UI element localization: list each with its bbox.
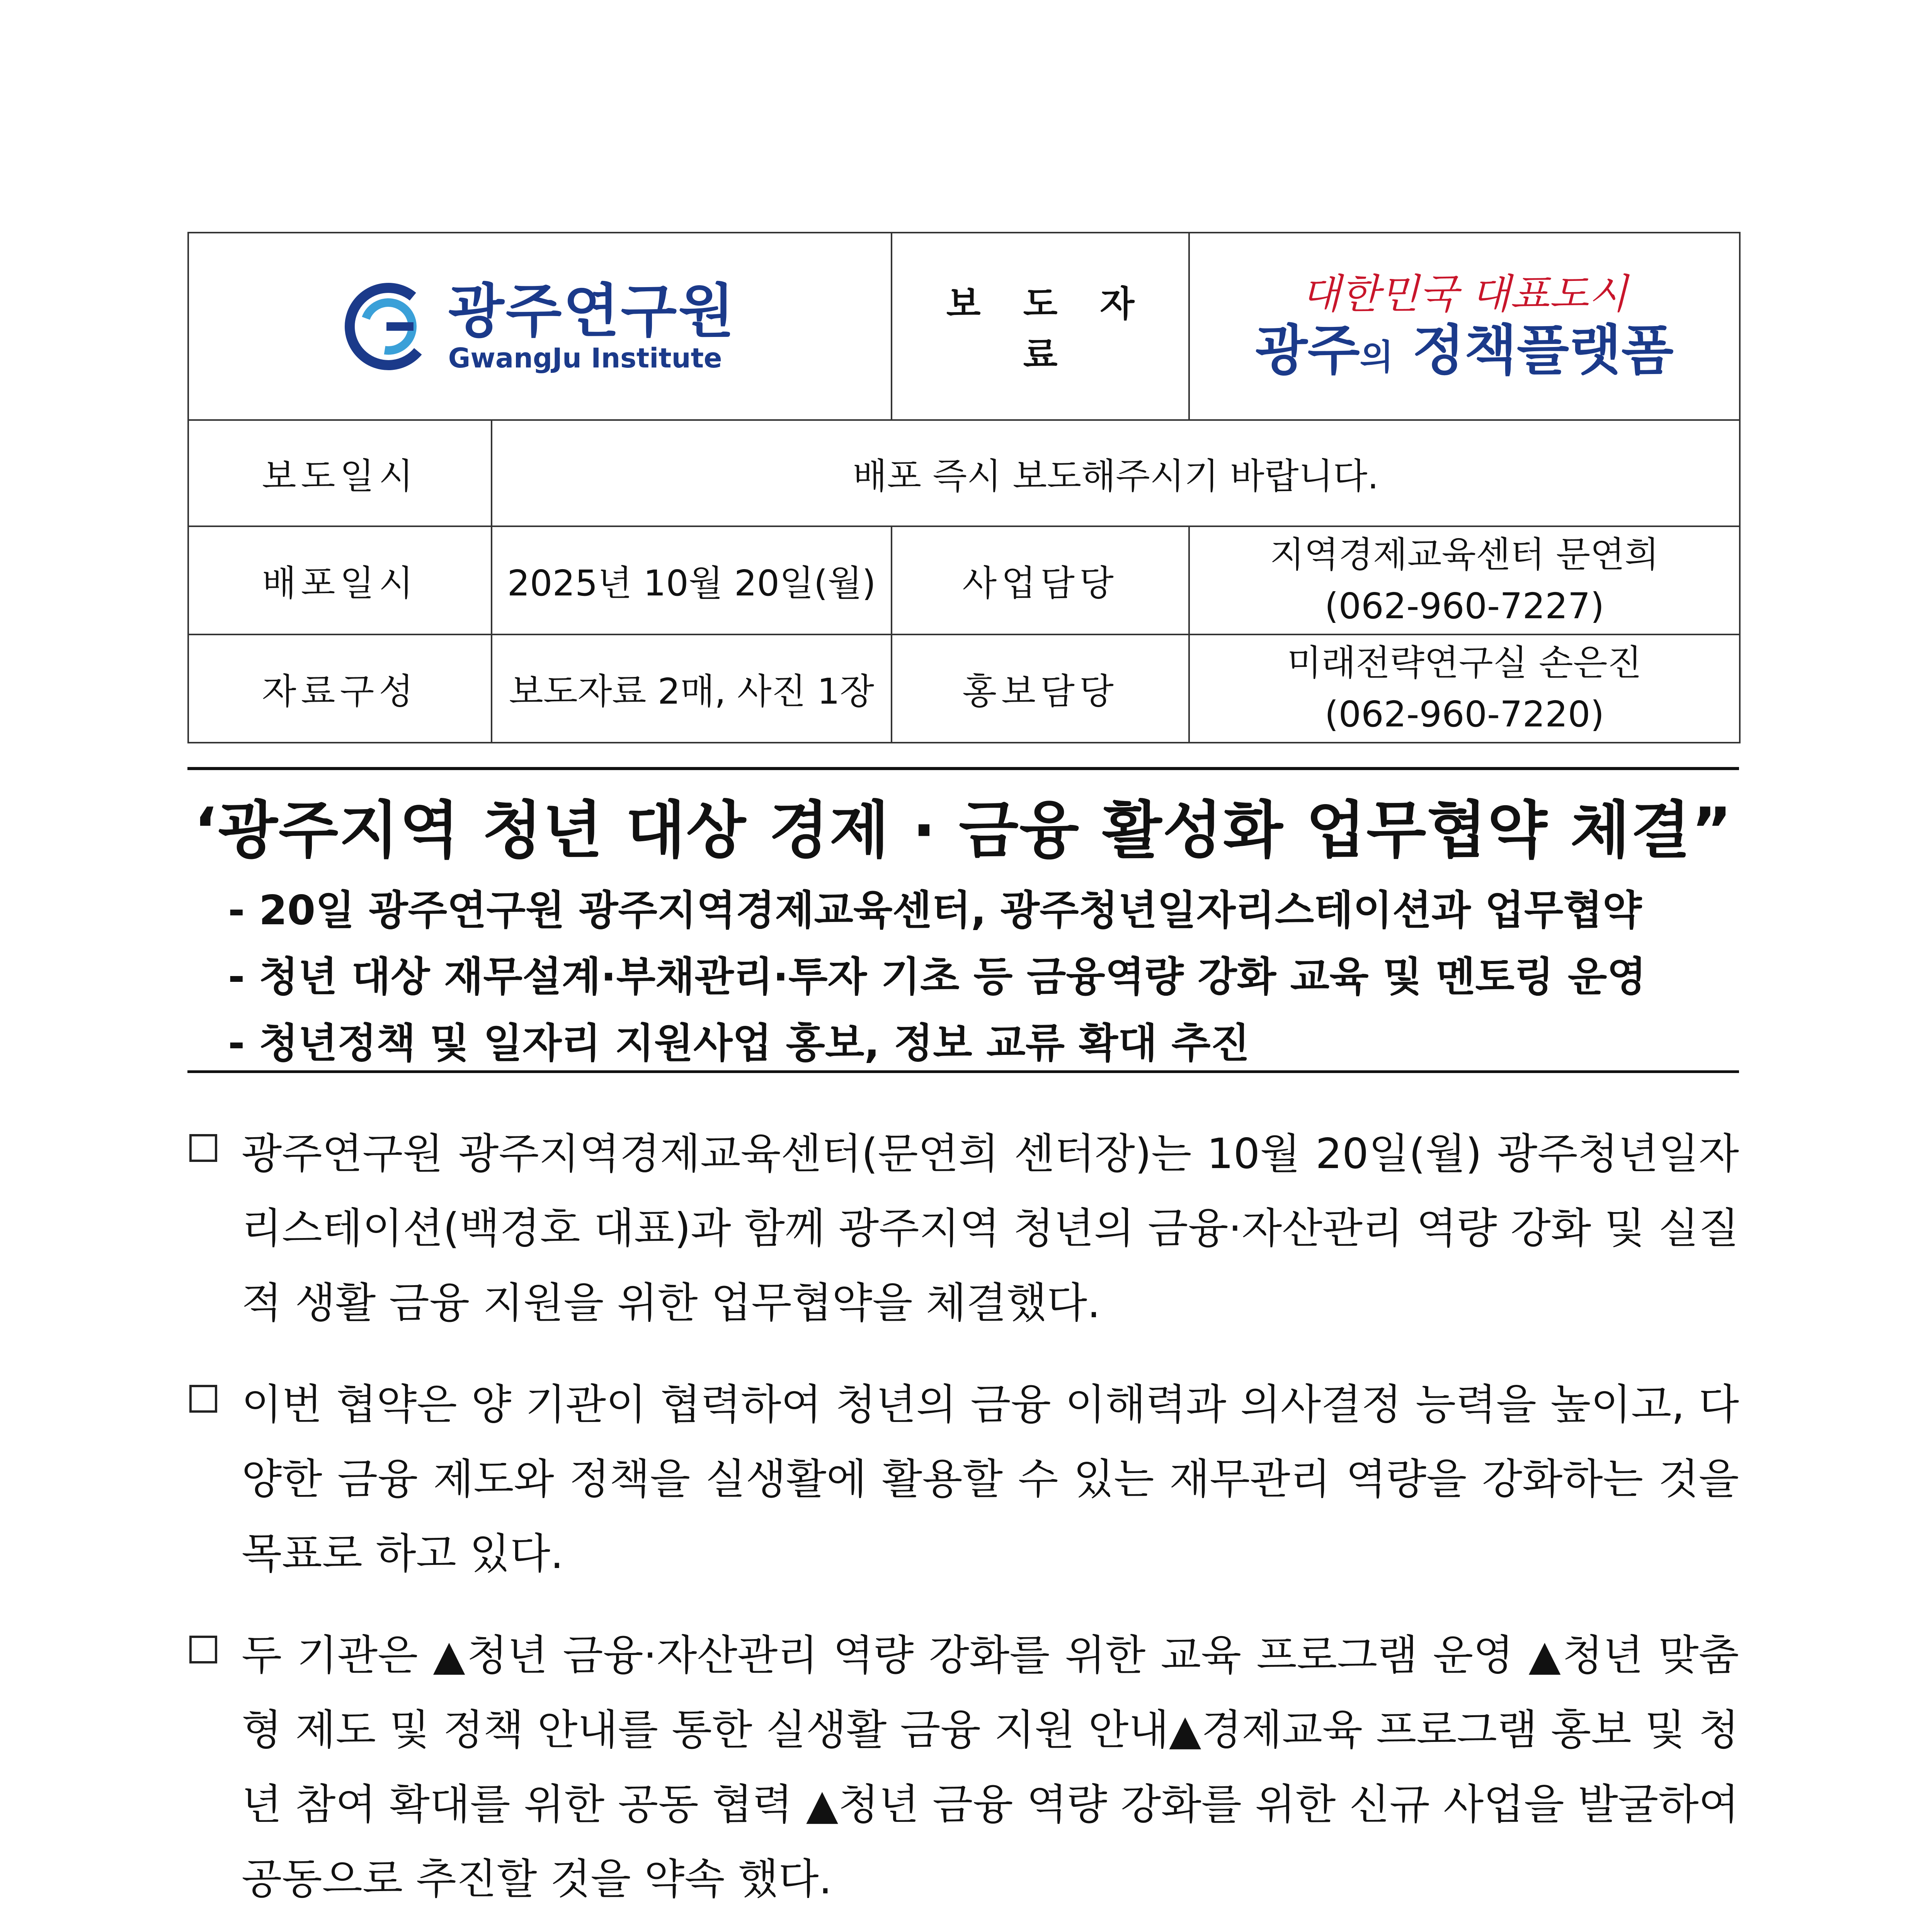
- business-contact-name: 지역경제교육센터 문연희: [1270, 534, 1659, 575]
- logo-cell: [188, 233, 892, 420]
- slogan-bottom: [1190, 318, 1739, 383]
- paragraph-text: 광주연구원 광주지역경제교육센터(문연희 센터장)는 10월 20일(월) 광주청년일자리스테이션(백경호 대표)과 함께 광주지역 청년의 금융·자산관리 역량 강화 및 실질적 생활 금융 지원을 위한 업무협약을 체결했다.: [242, 1130, 1739, 1327]
- subhead-1: - 20일 광주연구원 광주지역경제교육센터, 광주청년일자리스테이션과 업무협약: [228, 887, 1642, 934]
- distribution-value: 2025년 10월 20일(월): [492, 526, 892, 634]
- doc-type-title: 보도자료: [892, 233, 1189, 420]
- distribution-label: 배포일시: [188, 526, 492, 634]
- pr-contact-cell: [1189, 634, 1740, 743]
- business-contact-cell: [1189, 526, 1740, 634]
- subheads: [228, 877, 1735, 1077]
- release-label: 보도일시: [188, 420, 492, 526]
- paragraph-1: [187, 1117, 1739, 1340]
- header-table: [187, 232, 1741, 743]
- checkbox-bullet-icon: [189, 1385, 217, 1413]
- pr-contact-label: 홍보담당: [892, 634, 1189, 743]
- checkbox-bullet-icon: [189, 1636, 217, 1663]
- subhead-2: - 청년 대상 재무설계·부채관리·투자 기초 등 금융역량 강화 교육 및 멘토링 운영: [228, 953, 1646, 1000]
- checkbox-bullet-icon: [189, 1134, 217, 1162]
- gwangju-institute-logo-icon: [344, 282, 433, 371]
- slogan-cell: [1189, 233, 1740, 420]
- slogan-city: 광주: [1255, 319, 1360, 382]
- slogan-top: 대한민국 대표도시: [1301, 270, 1628, 318]
- body-text: [187, 1117, 1739, 1932]
- headline: ‘광주지역 청년 대상 경제 · 금융 활성화 업무협약 체결”: [194, 794, 1733, 866]
- business-contact-label: 사업담당: [892, 526, 1189, 634]
- headline-top-rule: [187, 767, 1739, 770]
- business-contact-phone: (062-960-7227): [1324, 585, 1605, 627]
- logo-name-en: GwangJu Institute: [448, 342, 722, 374]
- paragraph-3: [187, 1618, 1739, 1917]
- subhead-3: - 청년정책 및 일자리 지원사업 홍보, 정보 교류 확대 추진: [228, 1020, 1250, 1067]
- pr-contact-phone: (062-960-7220): [1324, 694, 1605, 735]
- composition-value: 보도자료 2매, 사진 1장: [492, 634, 892, 743]
- release-value: 배포 즉시 보도해주시기 바랍니다.: [492, 420, 1740, 526]
- composition-label: 자료구성: [188, 634, 492, 743]
- pr-contact-name: 미래전략연구실 손은진: [1287, 642, 1642, 684]
- slogan-rest: 정책플랫폼: [1412, 319, 1674, 382]
- headline-bottom-rule: [187, 1070, 1739, 1073]
- slogan-of: 의: [1360, 337, 1394, 378]
- paragraph-2: [187, 1367, 1739, 1591]
- paragraph-text: 두 기관은 ▲청년 금융·자산관리 역량 강화를 위한 교육 프로그램 운영 ▲청년 맞춤형 제도 및 정책 안내를 통한 실생활 금융 지원 안내▲경제교육 프로그램 홍보 및 청년 참여 확대를 위한 공동 협력 ▲청년 금융 역량 강화를 위한 신규 사업을 발굴하여 공동으로 추진할 것을 약속 했다.: [242, 1631, 1739, 1903]
- logo-name-ko: 광주연구원: [448, 277, 736, 345]
- paragraph-text: 이번 협약은 양 기관이 협력하여 청년의 금융 이해력과 의사결정 능력을 높이고, 다양한 금융 제도와 정책을 실생활에 활용할 수 있는 재무관리 역량을 강화하는 것을 목표로 하고 있다.: [242, 1381, 1739, 1578]
